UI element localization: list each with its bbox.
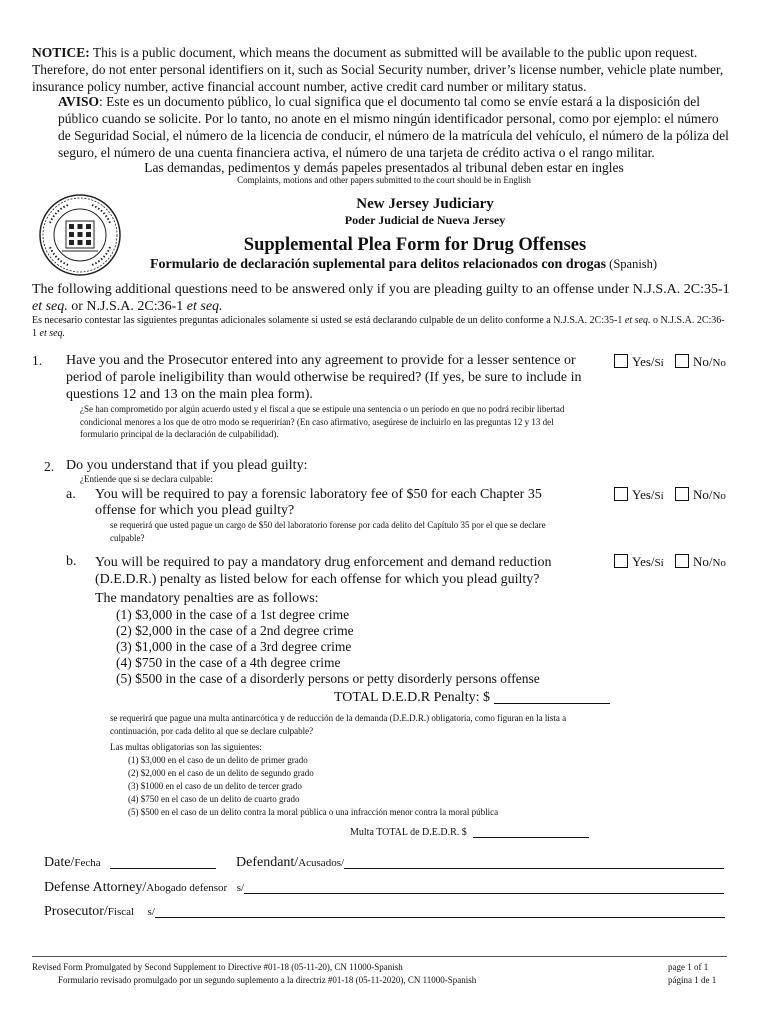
q2a-yes-label: Yes/ <box>632 487 655 502</box>
q2b-text-es: se requerirá que pague una multa antinarcótica y de reducción de la demanda (D.E.D.R.) obligatoria, como figuran en la lista a continuación, por cada delito al que se declare culpable? <box>110 713 567 736</box>
penalty-item-es: (3) $1000 en el caso de un delito de tercer grado <box>128 781 302 791</box>
q2a-text-en: You will be required to pay a forensic laboratory fee of $50 for each Chapter 35 offense for which you plead guilty? <box>95 487 542 518</box>
q2b-yes-label: Yes/ <box>632 554 655 569</box>
q1-no-checkbox[interactable] <box>675 354 689 368</box>
q2a-yes-checkbox[interactable] <box>614 487 628 501</box>
total-dedr-row-es <box>350 824 589 838</box>
q2b-yes-checkbox[interactable] <box>614 554 628 568</box>
attorney-sig-prefix: s/ <box>236 882 245 894</box>
date-label: Date/ <box>44 855 75 870</box>
total-dedr-input[interactable] <box>494 690 610 704</box>
footer-line-2: Formulario revisado promulgado por un segundo suplemento a la directriz #01-18 (05-11-2020), CN 11000-Spanish <box>58 975 477 985</box>
prosecutor-signature-field[interactable] <box>155 904 725 918</box>
q2-number: 2. <box>44 459 55 474</box>
intro-en-etseq-2: et seq. <box>186 299 223 314</box>
total-dedr-input-es[interactable] <box>473 824 589 838</box>
q1-text-en: Have you and the Prosecutor entered into any agreement to provide for a lesser sentence or period of parole ineligibility than would otherwise be required? (If yes, be sure to include in questions 12 and 13 on the main plea form). <box>66 353 582 402</box>
date-field[interactable] <box>110 855 216 869</box>
penalties-heading: The mandatory penalties are as follows: <box>95 591 319 606</box>
footer-page-es: página 1 de 1 <box>668 975 717 985</box>
form-title: Supplemental Plea Form for Drug Offenses <box>243 235 587 255</box>
penalty-item-es: (1) $3,000 en el caso de un delito de primer grado <box>128 755 308 765</box>
language-note-en: Complaints, motions and other papers submitted to the court should be in English <box>237 175 531 185</box>
intro-en <box>32 281 732 315</box>
form-title-es-line <box>150 257 750 273</box>
q2a-no-checkbox[interactable] <box>675 487 689 501</box>
q2b-no-label-es: No <box>712 557 726 569</box>
defendant-signature-field[interactable] <box>344 855 724 869</box>
intro-en-text-1: The following additional questions need to be answered only if you are pleading guilty to an offense under N.J.S.A. 2C:35-1 <box>32 282 730 297</box>
judiciary-name: New Jersey Judiciary <box>356 196 494 212</box>
q2a-yes-label-es: Sí <box>654 490 664 502</box>
q1-text-es: ¿Se han comprometido por algún acuerdo usted y el fiscal a que se estipule una sentencia o un período en que no podrá recibir libertad condicional menores a los que de otro modo se requerirían? (En caso afirmativo, asegúrese de incluirlo en las preguntas 12 y 13 del formulario principal de la declaración de culpabilidad). <box>80 404 565 439</box>
q2b-no-label: No/ <box>692 554 713 569</box>
judiciary-name-es: Poder Judicial de Nueva Jersey <box>344 213 506 227</box>
notice-text: This is a public document, which means the document as submitted will be available to the public upon request. Therefore, do not enter personal identifiers on it, such as Social Security number, driver’s license number, vehicle plate number, insurance policy number, active financial account number, active credit card number or military status. <box>32 45 724 94</box>
date-label-es: Fecha <box>74 857 101 869</box>
total-dedr-label: TOTAL D.E.D.R Penalty: $ <box>334 690 490 705</box>
q1-no-label-es: No <box>712 357 726 369</box>
form-title-es: Formulario de declaración suplemental para delitos relacionados con drogas <box>150 257 607 272</box>
q2b-text-en: You will be required to pay a mandatory drug enforcement and demand reduction (D.E.D.R.) penalty as listed below for each offense for which you plead guilty? <box>95 555 552 587</box>
aviso-paragraph <box>58 93 730 161</box>
q2b-label: b. <box>66 554 77 569</box>
penalty-item-es: (4) $750 en el caso de un delito de cuarto grado <box>128 794 300 804</box>
attorney-label: Defense Attorney/ <box>44 880 147 895</box>
intro-es-etseq-1: et seq. <box>624 315 651 326</box>
defendant-sig-prefix: s/ <box>336 857 345 869</box>
intro-es-etseq-2: et seq. <box>39 328 66 339</box>
q1-yes-label: Yes/ <box>632 354 655 369</box>
penalty-item-es: (2) $2,000 en el caso de un delito de segundo grado <box>128 768 314 778</box>
q2-text-es: ¿Entiende que si se declara culpable: <box>80 474 213 484</box>
footer-page: page 1 of 1 <box>668 962 709 972</box>
attorney-label-es: Abogado defensor <box>146 882 228 894</box>
intro-es <box>32 314 728 340</box>
q2a-no-label: No/ <box>692 487 713 502</box>
language-note-es: Las demandas, pedimentos y demás papeles presentados al tribunal deben estar en ingles <box>144 160 624 175</box>
q1-number: 1. <box>32 353 43 368</box>
date-row <box>44 855 216 871</box>
q2b-yes-label-es: Sí <box>654 557 664 569</box>
q1-yes-checkbox[interactable] <box>614 354 628 368</box>
intro-en-text-2: or N.J.S.A. 2C:36-1 <box>67 299 187 314</box>
penalty-item: (4) $750 in the case of a 4th degree crime <box>116 655 341 670</box>
intro-es-text-2: o N.J.S.A. 2C:36-1 <box>32 315 725 339</box>
prosecutor-row <box>44 904 725 920</box>
q2b-no-checkbox[interactable] <box>675 554 689 568</box>
total-dedr-label-es: Multa TOTAL de D.E.D.R. $ <box>350 827 467 838</box>
footer-line-1: Revised Form Promulgated by Second Supplement to Directive #01-18 (05-11-20), CN 11000-Spanish <box>32 962 403 972</box>
penalty-item: (2) $2,000 in the case of a 2nd degree crime <box>116 623 354 638</box>
notice-label: NOTICE: <box>32 45 90 60</box>
defendant-row <box>236 855 724 871</box>
penalty-item-es: (5) $500 en el caso de un delito contra la moral pública o una infracción menor contra la moral pública <box>128 807 499 817</box>
defendant-label-es: Acusado <box>298 857 337 869</box>
prosecutor-label: Prosecutor/ <box>44 904 108 919</box>
notice-paragraph <box>32 44 730 95</box>
penalty-item: (5) $500 in the case of a disorderly persons or petty disorderly persons offense <box>116 671 540 686</box>
q2b-answer <box>614 554 726 570</box>
prosecutor-sig-prefix: s/ <box>147 906 155 918</box>
q2a-answer <box>614 487 726 503</box>
penalty-item: (1) $3,000 in the case of a 1st degree crime <box>116 607 350 622</box>
intro-es-text-1: Es necesario contestar las siguientes preguntas adicionales solamente si usted se está declarando culpable de un delito conforme a N.J.S.A. 2C:35-1 <box>32 315 625 326</box>
form-title-lang: (Spanish) <box>606 257 658 271</box>
footer-divider <box>32 956 727 957</box>
attorney-signature-field[interactable] <box>244 880 724 894</box>
prosecutor-label-es: Fiscal <box>107 906 135 918</box>
q2a-label: a. <box>66 487 76 502</box>
q1-no-label: No/ <box>692 354 713 369</box>
aviso-label: AVISO <box>58 94 100 109</box>
aviso-text: : Este es un documento público, lo cual significa que el documento tal como se envíe estará a la disposición del público cuando se solicite. Por lo tanto, no anote en el mismo ningún identificador personal, como por ejemplo: el número de Seguridad Social, el número de la licencia de conducir, el número de la matrícula del vehículo, el número de la póliza del seguro, el número de una cuenta financiera activa, el número de una tarjeta de crédito activa o el rango militar. <box>58 94 729 160</box>
q2-text-en: Do you understand that if you plead guilty: <box>66 458 308 473</box>
attorney-row <box>44 880 724 896</box>
intro-en-etseq-1: et seq. <box>32 299 68 314</box>
q2a-no-label-es: No <box>712 490 726 502</box>
q2a-text-es: se requerirá que usted pague un cargo de $50 del laboratorio forense por cada delito del Capítulo 35 por el que se declare culpable? <box>110 520 546 543</box>
penalties-heading-es: Las multas obligatorias son las siguientes: <box>110 742 262 752</box>
q1-yes-label-es: Sí <box>654 357 664 369</box>
total-dedr-row <box>334 690 610 706</box>
q1-answer <box>614 354 726 370</box>
penalty-item: (3) $1,000 in the case of a 3rd degree crime <box>116 639 352 654</box>
defendant-label: Defendant/ <box>236 855 299 870</box>
